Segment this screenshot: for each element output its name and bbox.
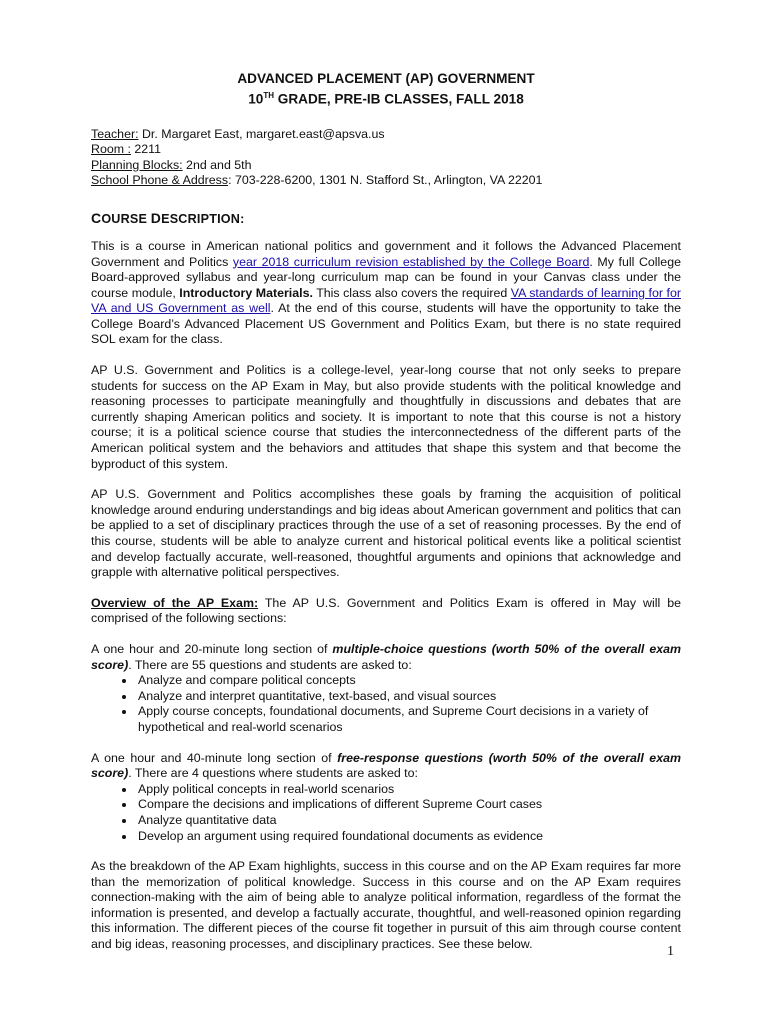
description-paragraph-2: AP U.S. Government and Politics is a college-level, year-long course that not only seeks to prepare students for success on the AP Exam in May, but also provide students with the political knowledge and reasoning processes to participate meaningfully and thoughtfully in discussions and debates that are currently shaping American politics and society. It is important to note that this course is not a history course; it is a political science course that studies the interconnectedness of the different parts of the American political system and the behaviors and attitudes that shape this system and that become the byproduct of this system.	[91, 363, 681, 471]
course-description-heading: COURSE DESCRIPTION:	[91, 209, 245, 226]
curriculum-revision-link[interactable]: year 2018 curriculum revision established by the College Board	[232, 254, 590, 269]
room-value: 2211	[130, 142, 162, 157]
list-item: • Apply course concepts, foundational documents, and Supreme Court decisions in a variety of hypothetical and real-world scenarios	[136, 704, 681, 735]
title-grade-number: 10	[248, 91, 264, 107]
room-label: Room :	[91, 142, 131, 157]
title-line-1: ADVANCED PLACEMENT (AP) GOVERNMENT	[237, 71, 535, 86]
teacher-label: Teacher:	[91, 126, 139, 141]
title-grade-suffix: TH	[263, 91, 274, 100]
list-item: • Develop an argument using required foundational documents as evidence	[136, 829, 681, 845]
multiple-choice-list	[91, 673, 681, 735]
planning-blocks-value: 2nd and 5th	[182, 157, 252, 172]
free-response-list	[91, 782, 681, 844]
exam-overview: Overview of the AP Exam: The AP U.S. Government and Politics Exam is offered in May will be comprised of the following sections:	[91, 595, 681, 626]
closing-paragraph: As the breakdown of the AP Exam highlights, success in this course and on the AP Exam requires far more than the memorization of political knowledge. Success in this course and on the AP Exam requires connection-making with the aim of being able to analyze political information, regardless of the format the information is presented, and develop a factually accurate, thoughtful, and well-reasoned opinion regarding this information. The different pieces of the course fit together in pursuit of this aim through course content and big ideas, reasoning processes, and disciplinary practices. See these below.	[91, 859, 681, 952]
phone-address-label: School Phone & Address	[91, 173, 229, 188]
description-paragraph-3: AP U.S. Government and Politics accomplishes these goals by framing the acquisition of political knowledge around enduring understandings and big ideas about American government and politics that can be applied to a set of disciplinary practices through the use of a set of reasoning processes. By the end of this course, students will be able to analyze current and historical political events like a political scientist and develop factually accurate, well-reasoned, thoughtful arguments and opinions that acknowledge and grapple with alternative political perspectives.	[91, 487, 681, 580]
phone-address-value: : 703-228-6200, 1301 N. Stafford St., Arlington, VA 22201	[228, 173, 543, 188]
teacher-value: Dr. Margaret East, margaret.east@apsva.us	[138, 126, 385, 141]
free-response-intro: A one hour and 40-minute long section of free-response questions (worth 50% of the overall exam score). There are 4 questions where students are asked to:	[91, 750, 681, 781]
document-page	[91, 70, 681, 953]
exam-overview-label: Overview of the AP Exam:	[91, 595, 259, 610]
page-number: 1	[667, 944, 674, 959]
list-item: • Analyze and compare political concepts	[136, 673, 681, 689]
teacher-line	[91, 127, 681, 143]
list-item: • Apply political concepts in real-world scenarios	[136, 782, 681, 798]
list-item: • Analyze and interpret quantitative, text-based, and visual sources	[136, 689, 681, 705]
teacher-info	[91, 127, 681, 189]
list-item: • Analyze quantitative data	[136, 813, 681, 829]
document-title	[91, 70, 681, 108]
list-item: • Compare the decisions and implications of different Supreme Court cases	[136, 797, 681, 813]
room-line	[91, 142, 681, 158]
phone-address-line	[91, 173, 681, 189]
planning-blocks-line	[91, 158, 681, 174]
title-grade-text: GRADE, PRE-IB CLASSES, FALL 2018	[274, 91, 524, 107]
description-paragraph-1: This is a course in American national politics and government and it follows the Advanced Placement Government and Politics year 2018 curriculum revision established by the College Board. My full College Board-approved syllabus and year-long curriculum map can be found in your Canvas class under the course module, Introductory Materials. This class also covers the required VA standards of learning for for VA and US Government as well. At the end of this course, students will have the opportunity to take the College Board’s Advanced Placement US Government and Politics Exam, but there is no state required SOL exam for the class.	[91, 238, 681, 347]
title-line-2	[91, 87, 681, 108]
planning-blocks-label: Planning Blocks:	[91, 157, 183, 172]
multiple-choice-intro: A one hour and 20-minute long section of multiple-choice questions (worth 50% of the overall exam score). There are 55 questions and students are asked to:	[91, 641, 682, 672]
va-standards-link[interactable]: VA standards of learning for for VA and US Government as well	[91, 285, 681, 316]
